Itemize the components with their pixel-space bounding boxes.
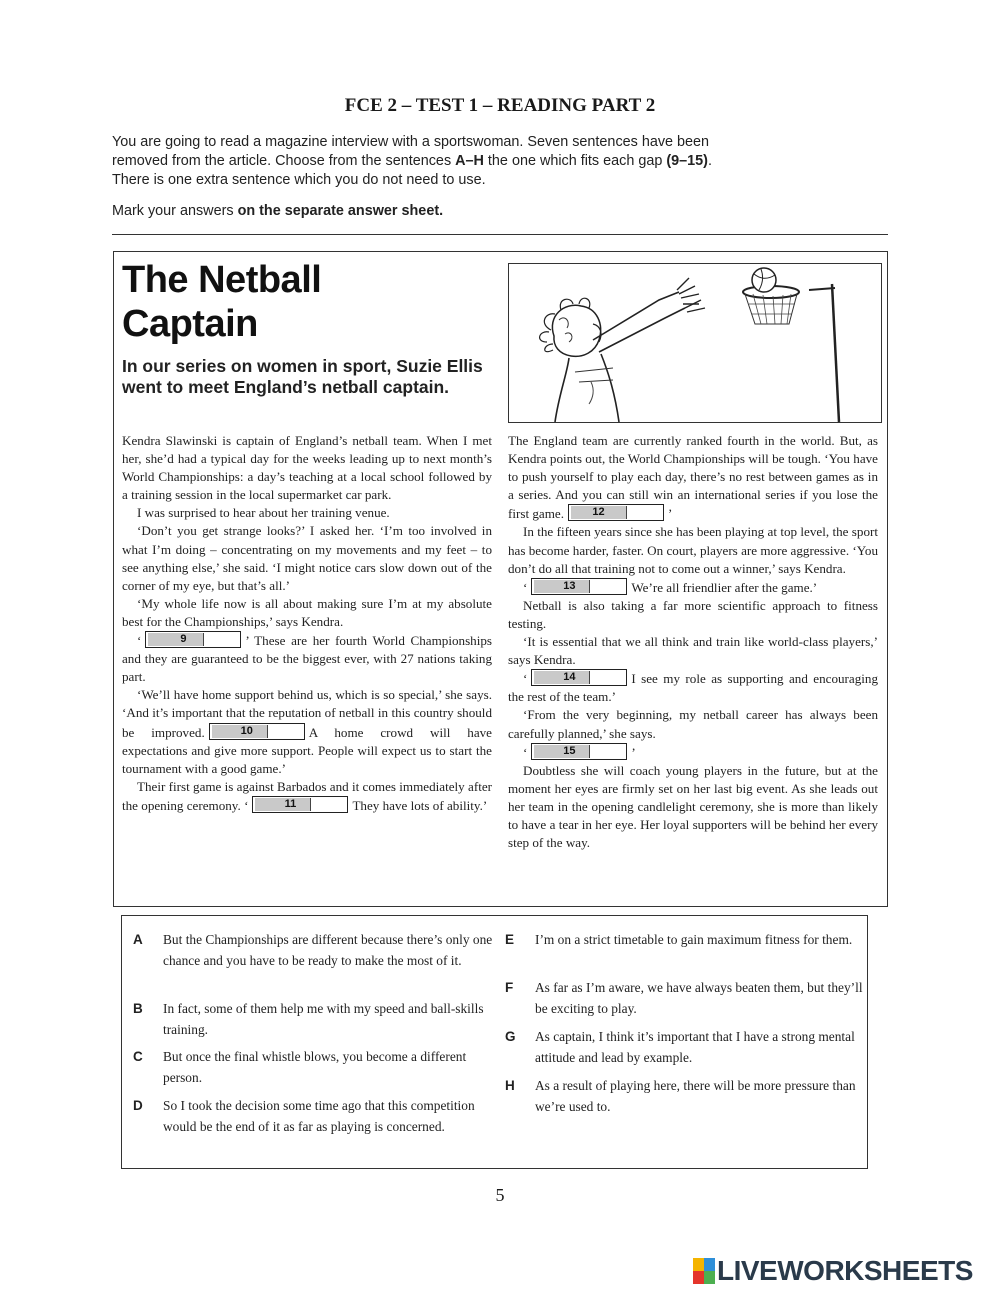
page-title: FCE 2 – TEST 1 – READING PART 2: [344, 95, 656, 116]
article-paragraph: ‘ 13 We’re all friendlier after the game.’: [523, 579, 818, 595]
instructions-line: removed from the article. Choose from the sentences A–H the one which fits each gap (9–15).: [112, 153, 712, 169]
article-paragraph: ‘It is essential that we all think and train like world-class players,’ says Kendra.: [508, 634, 878, 668]
netball-illustration-icon: [509, 264, 881, 422]
page-number: 5: [495, 1185, 505, 1205]
liveworksheets-logo-icon: [693, 1258, 715, 1284]
article-paragraph: Their first game is against Barbados and it comes immediately after the opening ceremony. ‘ 11 They have lots of ability.’: [122, 778, 492, 813]
mark-instructions: Mark your answers on the separate answer sheet.: [112, 203, 444, 219]
article-paragraph: ‘ 15 ’: [523, 744, 636, 760]
article-paragraph: The England team are currently ranked fourth in the world. But, as Kendra points out, the World Championships will be tough. ‘You have to push yourself to play each day, there’s no rest between games as in a series. And you can still win an international series if you lose the first game. 12 ’: [508, 433, 878, 522]
article-column-right: [508, 432, 878, 852]
article-paragraph: ‘Don’t you get strange looks?’ I asked her. ‘I’m too involved in what I’m doing – concentrating on my movements and my feet – to see anything else,’ she said. ‘I might notice cars slow down out of the corner of my eye, but that’s all.’: [122, 523, 492, 593]
article-paragraph: Netball is also taking a far more scientific approach to fitness testing.: [508, 597, 878, 631]
instructions: [112, 133, 892, 190]
article-paragraph: ‘ 14 I see my role as supporting and encouraging the rest of the team.’: [508, 671, 878, 705]
answer-gap-9[interactable]: 9: [145, 631, 241, 648]
answer-gap-13[interactable]: 13: [531, 578, 627, 595]
article-paragraph: ‘ 9 ’ These are her fourth World Championships and they are guaranteed to be the biggest ever, with 27 nations taking part.: [122, 633, 492, 685]
article-paragraph: ‘We’ll have home support behind us, which is so special,’ she says. ‘And it’s important that the reputation of netball in this country should be improved. 10 A home crowd will have expectations and give more support. People will expect us to start the tournament with a good game.’: [122, 687, 492, 776]
article-headline: The Netball Captain: [122, 259, 322, 345]
article-column-left: [122, 432, 492, 815]
instructions-line: You are going to read a magazine interview with a sportswoman. Seven sentences have been: [112, 134, 710, 150]
article-paragraph: ‘My whole life now is all about making sure I’m at my absolute best for the Championships,’ says Kendra.: [122, 595, 492, 629]
netball-player-illustration: [508, 263, 882, 423]
instructions-line: There is one extra sentence which you do not need to use.: [112, 172, 486, 188]
article-standfirst: In our series on women in sport, Suzie Ellis went to meet England’s netball captain.: [122, 356, 483, 397]
article-paragraph: In the fifteen years since she has been playing at top level, the sport has become harder, faster. On court, players are more aggressive. ‘You don’t do all that training not to come out a winner,’ says Kendra.: [508, 524, 878, 576]
answer-gap-12[interactable]: 12: [568, 504, 664, 521]
divider: [112, 234, 888, 235]
article-paragraph: ‘From the very beginning, my netball career has always been carefully planned,’ she says.: [508, 707, 878, 741]
answer-gap-15[interactable]: 15: [531, 743, 627, 760]
brand-name: LIVEWORKSHEETS: [717, 1255, 973, 1286]
article-paragraph: I was surprised to hear about her training venue.: [137, 505, 390, 521]
answer-gap-11[interactable]: 11: [252, 796, 348, 813]
brand-logo: [693, 1256, 973, 1286]
answer-gap-14[interactable]: 14: [531, 669, 627, 686]
article-paragraph: Kendra Slawinski is captain of England’s netball team. When I met her, she’d had a typical day for the weeks leading up to next month’s World Championships: a day’s teaching at a local school followed by a training session in the local supermarket car park.: [122, 433, 492, 503]
article-paragraph: Doubtless she will coach young players in the future, but at the moment her eyes are firmly set on her last big event. As she leads out her team in the opening candlelight ceremony, she is more than likely to have a tear in her eye. Her loyal supporters will be behind her every step of the way.: [508, 762, 878, 851]
answer-gap-10[interactable]: 10: [209, 723, 305, 740]
